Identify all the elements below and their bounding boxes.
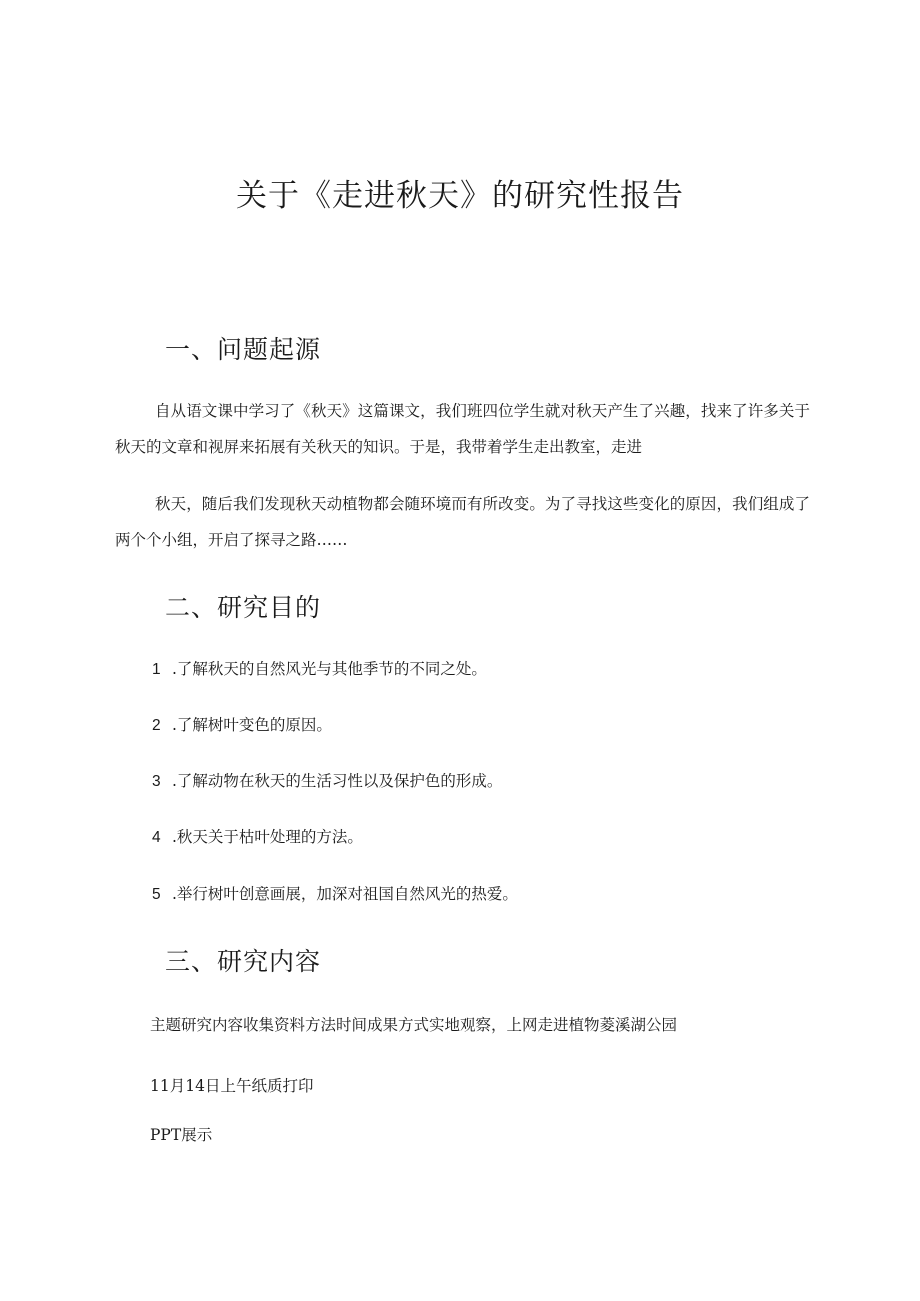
content-line-2: 11月14日上午纸质打印: [150, 1077, 314, 1095]
purpose-item-number: 5: [152, 886, 161, 903]
purpose-item-text: .了解动物在秋天的生活习性以及保护色的形成。: [172, 772, 503, 790]
purpose-item-number: 1: [152, 661, 161, 678]
origin-paragraph-2: 秋天，随后我们发现秋天动植物都会随环境而有所改变。为了寻找这些变化的原因，我们组成了两个个小组，开启了探寻之路……: [115, 495, 810, 549]
purpose-item: [152, 657, 487, 679]
section-heading-content: 三、研究内容: [165, 947, 322, 976]
purpose-item-text: .了解树叶变色的原因。: [172, 716, 332, 734]
purpose-item-number: 3: [152, 773, 161, 790]
content-line-1: 主题研究内容收集资料方法时间成果方式实地观察，上网走进植物菱溪湖公园: [150, 1016, 678, 1034]
purpose-item-number: 2: [152, 717, 161, 734]
purpose-item-text: .了解秋天的自然风光与其他季节的不同之处。: [172, 660, 487, 678]
section-heading-origin: 一、问题起源: [165, 335, 322, 364]
purpose-item-text: .秋天关于枯叶处理的方法。: [172, 828, 363, 846]
content-line-3: PPT展示: [150, 1126, 213, 1144]
page-title: 关于《走进秋天》的研究性报告: [236, 178, 684, 214]
purpose-item-text: .举行树叶创意画展，加深对祖国自然风光的热爱。: [172, 885, 518, 903]
origin-paragraph-1: 自从语文课中学习了《秋天》这篇课文，我们班四位学生就对秋天产生了兴趣，找来了许多关于秋天的文章和视屏来拓展有关秋天的知识。于是，我带着学生走出教室，走进: [115, 402, 810, 456]
section-heading-purpose: 二、研究目的: [165, 593, 322, 622]
purpose-item: [152, 882, 518, 904]
purpose-item: [152, 713, 332, 735]
purpose-item-number: 4: [152, 829, 161, 846]
purpose-item: [152, 825, 363, 847]
purpose-item: [152, 769, 502, 791]
